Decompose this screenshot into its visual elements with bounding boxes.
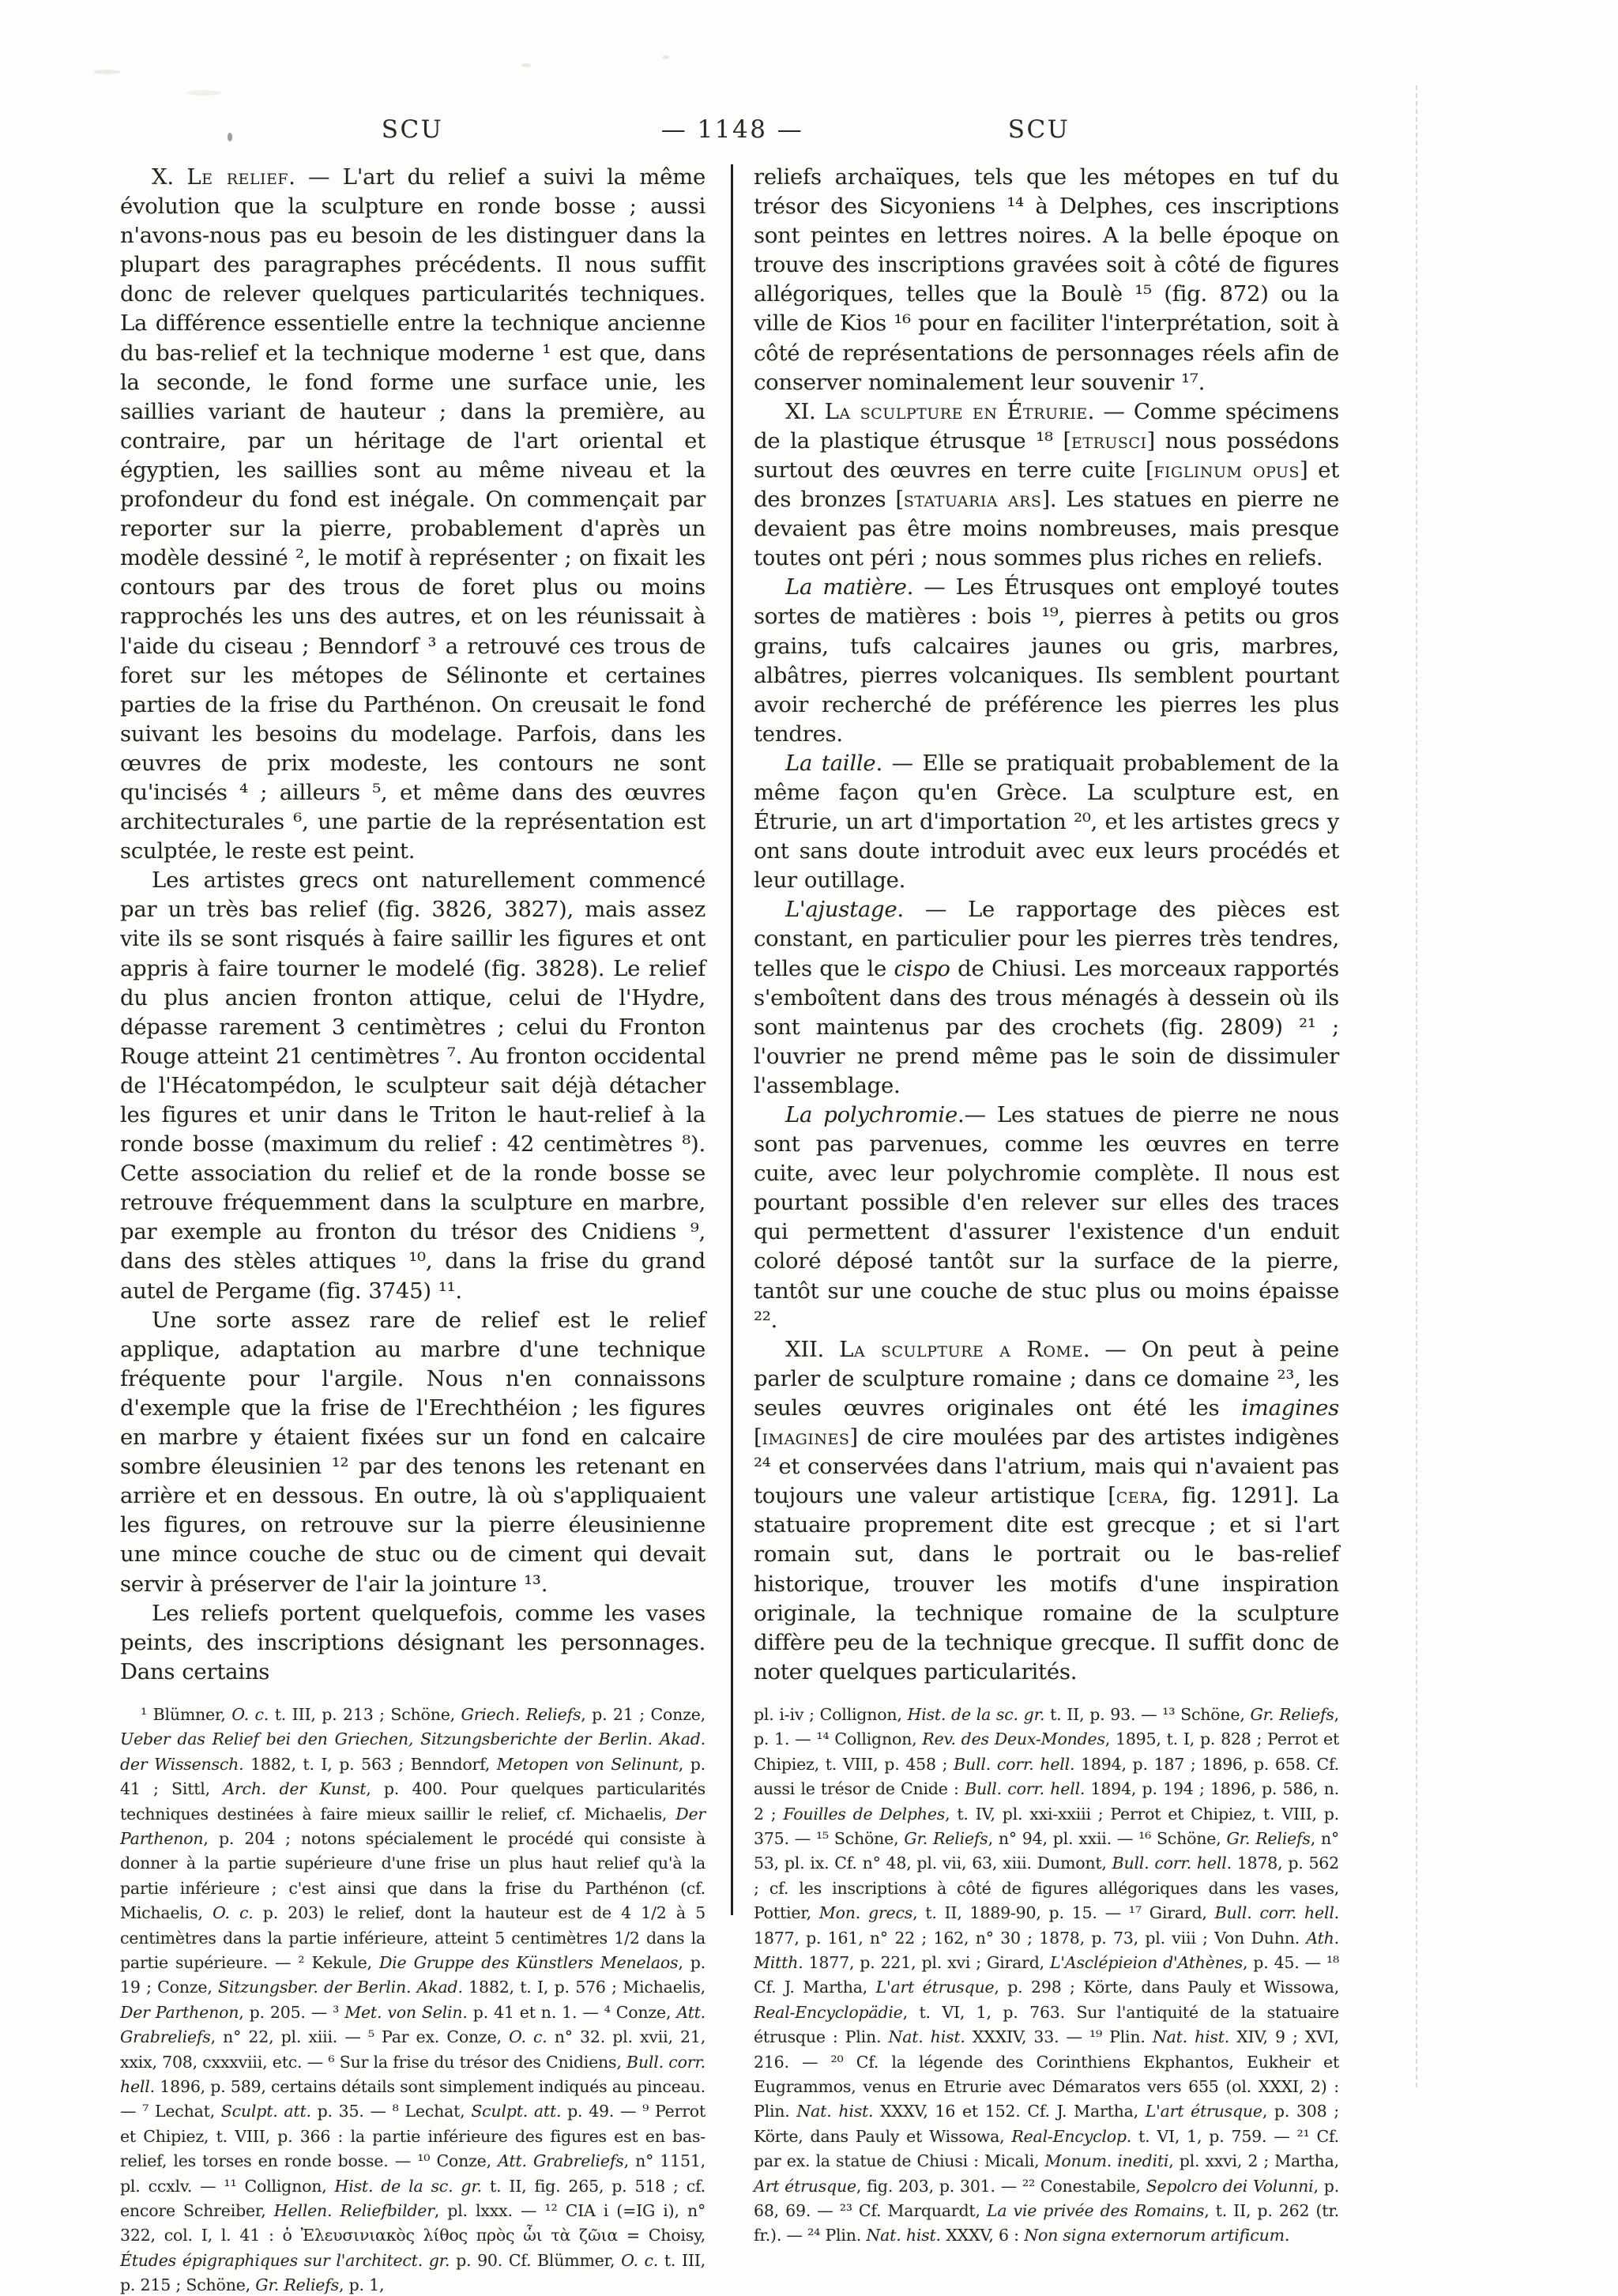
text-run: X.: [152, 164, 187, 190]
text-run: , t. II, 1889-90, p. 15. — ¹⁷ Girard,: [912, 1903, 1215, 1923]
text-run: 1877, p. 221, pl. xvi ; Girard,: [803, 1952, 1051, 1972]
italic-run: Hist. de la sc. gr.: [907, 1704, 1045, 1724]
running-title-left: SCU: [381, 115, 444, 144]
text-run: p. 203) le relief, dont la hauteur est de 4 1/2 à 5 centimètres dans la partie inférieure, atteint 5 centimètres 1/2 dans la partie supérieure. — ² Kekule,: [120, 1903, 706, 1972]
text-run: , p. 204 ; notons spécialement le procédé qui consiste à donner à la partie supérieure d'une frise un plus haut relief qu'à la partie inférieure ; c'est ainsi que dans la frise du Parthénon (cf. Michaelis,: [120, 1828, 706, 1923]
italic-run: Met. von Selin.: [344, 2002, 468, 2022]
small-caps-run: figlinum opus: [1153, 457, 1300, 483]
text-run: , p. 1. — ¹⁴ Collignon,: [754, 1704, 1339, 1749]
footnotes-column-right: [754, 1703, 1339, 2296]
italic-run: Gr. Reliefs: [904, 1828, 988, 1848]
text-run: 1882, t. I, p. 576 ; Michaelis,: [462, 1978, 706, 1997]
italic-run: O. c.: [509, 2027, 547, 2047]
italic-run: Art étrusque: [754, 2176, 856, 2196]
text-run: [: [754, 1425, 762, 1451]
paragraph: [754, 397, 1339, 574]
text-run: , p. 41 ; Sittl,: [120, 1754, 706, 1799]
page-number: — 1148 —: [660, 115, 804, 144]
italic-run: Ueber das Relief bei den Griechen, Sitzungsberichte der Berlin. Akad. der Wissensch.: [120, 1730, 706, 1774]
italic-run: Sculpt. att.: [220, 2102, 311, 2121]
italic-run: Bull. corr. hell.: [1112, 1854, 1232, 1873]
text-run: t. III, p. 215 ; Schöne,: [120, 2250, 706, 2295]
text-run: p. 49. — ⁹ Perrot et Chipiez, t. VIII, p. 366 : la partie inférieure des figures est en bas-relief, les torses en ronde bosse. — ¹⁰ Conze,: [120, 2102, 706, 2171]
italic-run: La matière: [785, 574, 907, 600]
italic-run: Griech. Reliefs: [461, 1704, 581, 1724]
text-run: t. II, p. 93. — ¹³ Schöne,: [1044, 1704, 1251, 1724]
text-run: 1882, t. I, p. 563 ; Benndorf,: [243, 1754, 497, 1774]
italic-run: La vie privée des Romains: [986, 2201, 1205, 2220]
text-run: , fig. 1291]. La statuaire proprement dite est grecque ; et si l'art romain sut, dans le portrait ou le bas-relief historique, trouver les motifs d'une inspiration originale, la technique romaine de la sculpture diffère peu de la technique grecque. Il suffit donc de noter quelques particularités.: [754, 1483, 1339, 1684]
text-run: n° 32. pl. xvii, 21, xxix, 708, cxxxviii, etc. — ⁶ Sur la frise du trésor des Cnidiens,: [120, 2027, 706, 2072]
italic-run: Fouilles de Delphes: [783, 1804, 946, 1824]
italic-run: Nat. hist.: [1152, 2027, 1230, 2047]
italic-run: L'art étrusque: [875, 1978, 995, 1997]
text-run: , p. 1,: [338, 2275, 385, 2295]
italic-run: Rev. des Deux-Mondes: [922, 1730, 1105, 1749]
scan-speck: [228, 133, 232, 141]
text-run: , t. VI, 1, p. 763. Sur l'antiquité de la statuaire étrusque : Plin.: [754, 2002, 1339, 2047]
italic-run: Non signa externorum artificum: [1024, 2226, 1285, 2245]
italic-run: L'art étrusque: [1145, 2102, 1262, 2121]
paragraph: [754, 1335, 1339, 1687]
text-run: , fig. 203, p. 301. — ²² Conestabile,: [856, 2176, 1146, 2196]
text-run: , n° 53, pl. ix. Cf. n° 48, pl. vii, 63, xiii. Dumont,: [754, 1828, 1340, 1873]
text-run: , n° 94, pl. xxii. — ¹⁶ Schöne,: [988, 1828, 1227, 1848]
text-run: ] et des bronzes [: [754, 457, 1339, 513]
text-run: reliefs archaïques, tels que les métopes en tuf du trésor des Sicyoniens ¹⁴ à Delphes, ces inscriptions sont peintes en lettres noires. A la belle époque on trouve des inscriptions gravées soit à côté de figures allégoriques, telles que la Boulè ¹⁵ (fig. 872) ou la ville de Kios ¹⁶ pour en faciliter l'interprétation, soit à côté de représentations de personnages réels afin de conserver nominalement leur souvenir ¹⁷.: [754, 164, 1339, 395]
paragraph: [754, 573, 1339, 749]
small-caps-run: etrusci: [1071, 427, 1147, 454]
text-run: 1894, p. 194 ; 1896, p. 586, n. 2 ;: [754, 1779, 1339, 1824]
italic-run: Real-Encyclop.: [1011, 2126, 1132, 2146]
text-run: ]. Les statues en pierre ne devaient pas être moins nombreuses, mais presque toutes ont péri ; nous sommes plus riches en reliefs.: [754, 487, 1339, 571]
text-run: , p. 19 ; Conze,: [120, 1952, 706, 1997]
text-run: de Chiusi. Les morceaux rapportés s'emboîtent dans des trous ménagés à dessein où ils sont maintenus par des crochets (fig. 2809) ²¹ ; l'ouvrier ne prend même pas le soin de dissimuler l'assemblage.: [754, 955, 1340, 1098]
italic-run: L'ajustage: [785, 897, 897, 923]
italic-run: Att. Grabreliefs: [120, 2002, 706, 2047]
text-run: , p. 68, 69. — ²³ Cf. Marquardt,: [754, 2176, 1340, 2220]
small-caps-run: statuaria ars: [903, 487, 1042, 513]
running-title-right: SCU: [1007, 115, 1071, 144]
italic-run: Bull. corr. hell.: [954, 1754, 1075, 1774]
paragraph: [754, 895, 1339, 1101]
italic-run: Att. Grabreliefs: [498, 2151, 624, 2171]
text-run: XI.: [785, 398, 825, 424]
italic-run: Sitzungsber. der Berlin. Akad.: [218, 1978, 463, 1997]
text-run: 1894, p. 187 ; 1896, p. 658. Cf. aussi le trésor de Cnide :: [754, 1754, 1339, 1799]
italic-run: imagines: [1241, 1395, 1339, 1421]
text-run: , p. 298 ; Körte, dans Pauly et Wissowa,: [994, 1978, 1340, 1997]
text-run: XXXV, 16 et 152. Cf. J. Martha,: [873, 2102, 1146, 2121]
text-run: t. III, p. 213 ; Schöne,: [269, 1704, 461, 1724]
italic-run: Bull. corr. hell.: [120, 2052, 706, 2096]
text-run: pl. i-iv ; Collignon,: [754, 1704, 908, 1724]
text-run: . — Le rapportage des pièces est constant, en particulier pour les pierres très tendres, telles que le: [754, 897, 1339, 981]
italic-run: Gr. Reliefs: [255, 2275, 339, 2295]
text-run: XIV, 9 ; XVI, 216. — ²⁰ Cf. la légende des Corinthiens Ekphantos, Eukheir et Eugrammos, venus en Etrurie avec Démaratos vers 655 (ol. XXXI, 2) : Plin.: [754, 2027, 1339, 2121]
running-header: [120, 115, 1339, 152]
text-run: , 1895, t. I, p. 828 ; Perrot et Chipiez, t. VIII, p. 458 ;: [754, 1730, 1340, 1774]
text-run: Les reliefs portent quelquefois, comme les vases peints, des inscriptions désignant les personnages. Dans certains: [120, 1600, 706, 1684]
italic-run: O. c.: [212, 1903, 254, 1923]
italic-run: La polychromie: [785, 1102, 958, 1127]
text-run: , p. 45. — ¹⁸ Cf. J. Martha,: [754, 1952, 1339, 1997]
footnotes-row: [120, 1703, 1339, 2296]
text-run: , n° 1151, pl. ccxlv. — ¹¹ Collignon,: [120, 2151, 706, 2196]
text-run: 1877, p. 161, n° 22 ; 162, n° 30 ; 1878, p. 73, pl. viii ; Von Duhn.: [754, 1928, 1307, 1948]
paragraph: [120, 163, 706, 866]
italic-run: Nat. hist.: [796, 2102, 874, 2121]
italic-run: Nat. hist.: [866, 2226, 941, 2245]
small-caps-run: imagines: [762, 1425, 850, 1451]
italic-run: Bull. corr. hell.: [1214, 1903, 1339, 1923]
paragraph: [120, 1599, 706, 1687]
text-run: . — Elle se pratiquait probablement de la même façon qu'en Grèce. La sculpture est, en Étrurie, un art d'importation ²⁰, et les artistes grecs y ont sans doute introduit avec eux leurs procédés et leur outillage.: [754, 750, 1339, 894]
paragraph: [754, 749, 1339, 895]
italic-run: Die Gruppe des Künstlers Menelaos: [378, 1952, 679, 1972]
main-column-right: [754, 163, 1339, 1687]
small-caps-run: La sculpture en Étrurie: [824, 398, 1088, 424]
small-caps-run: Le relief: [186, 164, 289, 190]
paragraph: [754, 1101, 1339, 1335]
text-run: , p. 308 ; Körte, dans Pauly et Wissowa,: [754, 2102, 1339, 2146]
text-run: p. 35. — ⁸ Lechat,: [310, 2102, 472, 2121]
text-run: ¹ Blümner,: [141, 1704, 232, 1724]
italic-run: Gr. Reliefs: [1226, 1828, 1311, 1848]
paragraph: [120, 1306, 706, 1599]
italic-run: Real-Encyclopädie: [754, 2002, 903, 2022]
text-run: t. II, fig. 265, p. 518 ; cf. encore Schreiber,: [120, 2176, 706, 2220]
italic-run: L'Asclépieion d'Athènes: [1050, 1952, 1243, 1972]
text-run: , pl. lxxx. — ¹² CIA i (=IG i), n° 322, col. I, l. 41 : ὁ Ἐλευσινιακὸς λίθος πρὸς ὧι τὰ ζῶια = Choisy,: [120, 2201, 706, 2245]
scan-speck: [93, 70, 120, 74]
italic-run: Bull. corr. hell.: [965, 1779, 1086, 1799]
italic-run: cispo: [894, 955, 950, 981]
text-run: , t. II, p. 262 (tr. fr.). — ²⁴ Plin.: [754, 2201, 1339, 2245]
small-caps-run: La sculpture a Rome: [839, 1336, 1083, 1362]
text-run: p. 41 et n. 1. — ⁴ Conze,: [467, 2002, 677, 2022]
italic-run: Sculpt. att.: [471, 2102, 562, 2121]
italic-run: Gr. Reliefs: [1250, 1704, 1334, 1724]
text-run: , t. IV, pl. xxi-xxiii ; Perrot et Chipiez, t. VIII, p. 375. — ¹⁵ Schöne,: [754, 1804, 1340, 1848]
italic-run: Arch. der Kunst: [223, 1779, 367, 1799]
italic-run: Ath. Mitth.: [754, 1928, 1339, 1972]
italic-run: Hist. de la sc. gr.: [334, 2176, 482, 2196]
paragraph: [754, 163, 1339, 397]
text-run: XII.: [785, 1336, 840, 1362]
text-run: , p. 400. Pour quelques particularités techniques destinées à faire mieux saillir le relief, cf. Michaelis,: [120, 1779, 706, 1824]
text-run: , p. 205. — ³: [239, 2002, 345, 2022]
text-run: t. VI, 1, p. 759. — ²¹ Cf. par ex. la statue de Chiusi : Micali,: [754, 2126, 1339, 2171]
paragraph: [120, 866, 706, 1305]
scan-speck: [186, 90, 221, 96]
italic-run: Hellen. Reliefbilder: [273, 2201, 435, 2220]
text-run: Une sorte assez rare de relief est le relief applique, adaptation au marbre d'une technique fréquente pour l'argile. Nous n'en connaissons d'exemple que la frise de l'Erechthéion ; les figures en marbre y étaient fixées sur un fond en calcaire sombre éleusinien ¹² par des tenons les retenant en arrière et en dessous. En outre, là où s'appliquaient les figures, on retrouve sur la pierre éleusinienne une mince couche de stuc ou de ciment qui devait servir à préserver de l'air la jointure ¹³.: [120, 1307, 706, 1597]
text-run: . — On peut à peine parler de sculpture romaine ; dans ce domaine ²³, les seules œuvres originales ont été les: [754, 1336, 1339, 1421]
footnotes-column-left: [120, 1703, 706, 2296]
scan-speck: [521, 63, 531, 67]
scan-speck: [662, 55, 669, 59]
small-caps-run: cera: [1116, 1483, 1163, 1509]
italic-run: Mon. grecs: [818, 1903, 913, 1923]
text-run: Les artistes grecs ont naturellement commencé par un très bas relief (fig. 3826, 3827), mais assez vite ils se sont risqués à faire saillir les figures et ont appris à faire tourner le modelé (fig. 3828). Le relief du plus ancien fronton attique, celui de l'Hydre, dépasse rarement 3 centimètres ; celui du Fronton Rouge atteint 21 centimètres ⁷. Au fronton occidental de l'Hécatompédon, le sculpteur sait déjà détacher les figures et unir dans le Triton le haut-relief à la ronde bosse (maximum du relief : 42 centimètres ⁸). Cette association du relief et de la ronde bosse se retrouve fréquemment dans la sculpture en marbre, par exemple au fronton du trésor des Cnidiens ⁹, dans des stèles attiques ¹⁰, dans la frise du grand autel de Pergame (fig. 3745) ¹¹.: [120, 868, 706, 1304]
text-run: ] de cire moulées par des artistes indigènes ²⁴ et conservées dans l'atrium, mais qui n'avaient pas toujours une valeur artistique [: [754, 1425, 1339, 1509]
page-edge-scan-artifact: [1416, 85, 1417, 2087]
text-run: , n° 22, pl. xiii. — ⁵ Par ex. Conze,: [210, 2027, 510, 2047]
italic-run: Études épigraphiques sur l'architect. gr.: [120, 2250, 450, 2270]
page-content: [120, 163, 1339, 2296]
italic-run: O. c.: [621, 2250, 659, 2270]
text-run: , pl. xxvi, 2 ; Martha,: [1168, 2151, 1339, 2171]
text-run: . — Les Étrusques ont employé toutes sortes de matières : bois ¹⁹, pierres à petits ou gros grains, tufs calcaires jaunes ou gris, marbres, albâtres, pierres volcaniques. Ils semblent pourtant avoir recherché de préférence les pierres les plus tendres.: [754, 574, 1339, 747]
text-run: , p. 21 ; Conze,: [581, 1704, 706, 1724]
text-run: .: [1284, 2226, 1290, 2245]
italic-run: O. c.: [231, 1704, 269, 1724]
text-run: ] nous possédons surtout des œuvres en terre cuite [: [754, 427, 1339, 483]
italic-run: La taille: [785, 750, 876, 776]
text-run: 1896, p. 589, certains détails sont simplement indiqués au pinceau. — ⁷ Lechat,: [120, 2076, 706, 2121]
text-run: XXXIV, 33. — ¹⁹ Plin.: [965, 2027, 1153, 2047]
text-run: 1878, p. 562 ; cf. les inscriptions à côté de figures allégoriques dans les vases, Pottier,: [754, 1854, 1339, 1923]
italic-run: Metopen von Selinunt: [496, 1754, 679, 1774]
italic-run: Monum. inediti: [1044, 2151, 1169, 2171]
text-run: XXXV, 6 :: [940, 2226, 1025, 2245]
text-run: p. 90. Cf. Blümmer,: [450, 2250, 622, 2270]
italic-run: Der Parthenon: [120, 2002, 239, 2022]
italic-run: Der Parthenon: [120, 1804, 706, 1848]
main-column-left: [120, 163, 706, 1687]
text-run: . — L'art du relief a suivi la même évolution que la sculpture en ronde bosse ; aussi n'avons-nous pas eu besoin de les distinguer dans la plupart des paragraphes précédents. Il nous suffit donc de relever quelques particularités techniques. La différence essentielle entre la technique ancienne du bas-relief et la technique moderne ¹ est que, dans la seconde, le fond forme une surface unie, les saillies variant de hauteur ; dans la première, au contraire, par un héritage de l'art oriental et égyptien, les saillies sont au même niveau et la profondeur du fond est inégale. On commençait par reporter sur la pierre, probablement d'après un modèle dessiné ², le motif à représenter ; on fixait les contours par des trous de foret plus ou moins rapprochés les uns des autres, et on les réunissait à l'aide du ciseau ; Benndorf ³ a retrouvé ces trous de foret sur les métopes de Sélinonte et certaines parties de la frise du Parthénon. On creusait le fond suivant les besoins du modelage. Parfois, dans les œuvres de prix modeste, les contours ne sont qu'incisés ⁴ ; ailleurs ⁵, et même dans des œuvres architecturales ⁶, une partie de la représentation est sculptée, le reste est peint.: [120, 164, 706, 864]
italic-run: Nat. hist.: [888, 2027, 965, 2047]
text-run: . — Comme spécimens de la plastique étrusque ¹⁸ [: [754, 398, 1339, 454]
main-text-row: [120, 163, 1339, 1687]
text-run: .— Les statues de pierre ne nous sont pas parvenues, comme les œuvres en terre cuite, avec leur polychromie complète. Il nous est pourtant possible d'en relever sur elles des traces qui permettent d'assurer l'existence d'un enduit coloré déposé tantôt sur la surface de la pierre, tantôt sur une couche de stuc plus ou moins épaisse ²².: [754, 1102, 1339, 1333]
italic-run: Sepolcro dei Volunni: [1146, 2176, 1314, 2196]
